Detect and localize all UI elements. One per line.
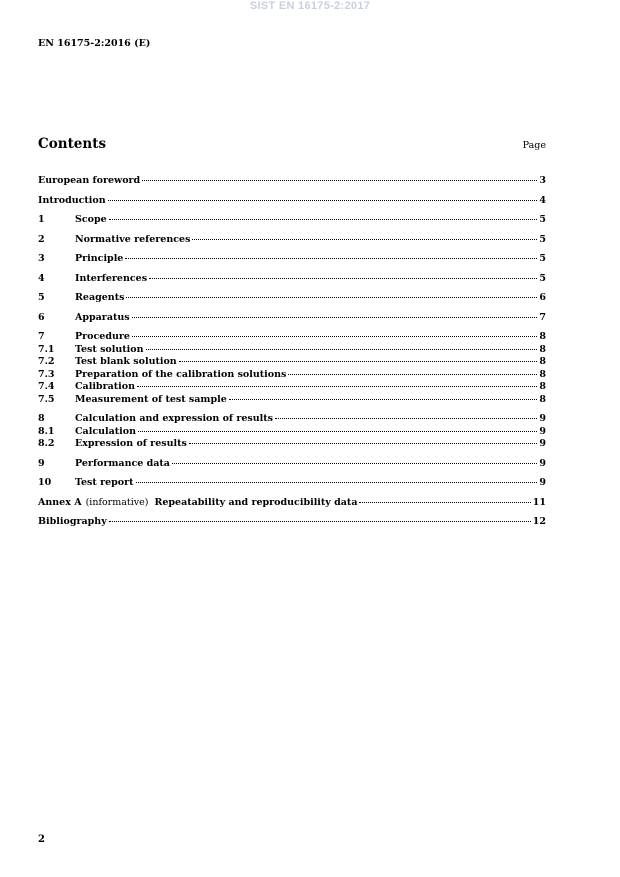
dot-leader bbox=[138, 430, 537, 432]
toc-entry-title: Test solution bbox=[75, 343, 144, 355]
toc-entry-title: Measurement of test sample bbox=[75, 393, 227, 405]
toc-entry-title: Reagents bbox=[75, 292, 125, 303]
toc-entry-page: 8 bbox=[539, 381, 546, 392]
dot-leader bbox=[229, 398, 538, 400]
toc-entry-annex[interactable] bbox=[38, 497, 546, 510]
toc-entry-title: Bibliography bbox=[38, 516, 107, 527]
toc-entry[interactable] bbox=[38, 413, 546, 426]
toc-entry[interactable] bbox=[38, 344, 546, 357]
toc-entry[interactable] bbox=[38, 214, 546, 227]
toc-entry-number: 7.1 bbox=[38, 343, 55, 355]
toc-entry[interactable] bbox=[38, 477, 546, 490]
toc-entry-page: 9 bbox=[539, 477, 546, 488]
toc-entry-page: 9 bbox=[539, 438, 546, 449]
dot-leader bbox=[132, 335, 537, 337]
toc-entry-page: 8 bbox=[539, 356, 546, 367]
toc-entry-title: Introduction bbox=[38, 194, 106, 206]
page-title: Contents bbox=[38, 136, 107, 152]
toc-entry[interactable] bbox=[38, 458, 546, 471]
dot-leader bbox=[108, 199, 538, 201]
toc-entry-page: 8 bbox=[539, 393, 546, 405]
toc-entry-number: 9 bbox=[38, 457, 45, 469]
toc-entry[interactable] bbox=[38, 356, 546, 369]
dot-leader bbox=[275, 417, 537, 419]
dot-leader bbox=[109, 218, 538, 220]
toc-entry-title: Normative references bbox=[75, 233, 191, 245]
toc-entry-page: 8 bbox=[539, 331, 546, 342]
dot-leader bbox=[136, 481, 538, 483]
toc-entry-title: Procedure bbox=[75, 331, 130, 342]
toc-annex-qualifier-text: (informative) bbox=[85, 496, 149, 508]
toc-entry[interactable] bbox=[38, 331, 546, 344]
toc-entry-page: 9 bbox=[539, 425, 546, 437]
toc-entry-number: 7 bbox=[38, 331, 45, 342]
dot-leader bbox=[179, 360, 538, 362]
toc-entry-number: 1 bbox=[38, 214, 45, 225]
toc-entry-page: 5 bbox=[539, 214, 546, 225]
toc-entry-title: Interferences bbox=[75, 272, 148, 284]
toc-entry-title: Performance data bbox=[75, 457, 170, 469]
toc-entry-page: 8 bbox=[539, 343, 546, 355]
toc-annex-title: Repeatability and reproducibility data bbox=[154, 496, 358, 508]
toc-entry-title: Calculation bbox=[75, 425, 137, 437]
toc-entry-title: Calculation and expression of results bbox=[75, 413, 273, 424]
toc-entry-title: Principle bbox=[75, 253, 124, 264]
toc-entry-number: 7.2 bbox=[38, 356, 55, 367]
dot-leader bbox=[109, 520, 531, 522]
toc-entry[interactable] bbox=[38, 292, 546, 305]
toc-entry-page: 8 bbox=[539, 368, 546, 380]
toc-entry[interactable] bbox=[38, 195, 546, 208]
dot-leader bbox=[142, 179, 537, 181]
toc-entry[interactable] bbox=[38, 273, 546, 286]
dot-leader bbox=[149, 277, 537, 279]
toc-entry-bibliography[interactable] bbox=[38, 516, 546, 529]
toc-annex-label: Annex A bbox=[38, 496, 82, 508]
dot-leader bbox=[189, 442, 538, 444]
toc-entry-number: 8 bbox=[38, 413, 45, 424]
toc-entry-number: 2 bbox=[38, 233, 45, 245]
toc-entry-title: Preparation of the calibration solutions bbox=[75, 368, 287, 380]
toc-entry-page: 5 bbox=[539, 272, 546, 284]
page-column-header: Page bbox=[522, 140, 546, 151]
dot-leader bbox=[137, 385, 537, 387]
toc-entry-page: 9 bbox=[539, 413, 546, 424]
toc-entry-page: 9 bbox=[539, 457, 546, 469]
dot-leader bbox=[132, 316, 538, 318]
toc-entry-title: European foreword bbox=[38, 175, 141, 186]
toc-entry[interactable] bbox=[38, 426, 546, 439]
toc-entry-page: 12 bbox=[532, 516, 546, 527]
document-id: EN 16175-2:2016 (E) bbox=[38, 38, 151, 49]
toc-entry-title: Expression of results bbox=[75, 438, 187, 449]
toc-entry-page: 4 bbox=[539, 194, 546, 206]
toc-entry[interactable] bbox=[38, 394, 546, 407]
toc-entry-number: 3 bbox=[38, 253, 45, 264]
toc-entry-title: Apparatus bbox=[75, 311, 130, 323]
toc-entry[interactable] bbox=[38, 312, 546, 325]
dot-leader bbox=[192, 238, 537, 240]
toc-entry-title: Test blank solution bbox=[75, 356, 177, 367]
toc-entry-page: 6 bbox=[539, 292, 546, 303]
toc-entry-number: 8.1 bbox=[38, 425, 55, 437]
toc-entry-page: 11 bbox=[532, 496, 546, 508]
watermark: SIST EN 16175-2:2017 bbox=[249, 0, 371, 12]
dot-leader bbox=[125, 257, 537, 259]
toc-entry-number: 6 bbox=[38, 311, 45, 323]
toc-entry[interactable] bbox=[38, 253, 546, 266]
toc-entry[interactable] bbox=[38, 175, 546, 188]
toc-entry-title: Scope bbox=[75, 214, 107, 225]
toc-entry[interactable] bbox=[38, 369, 546, 382]
dot-leader bbox=[172, 462, 537, 464]
toc-entry-number: 7.5 bbox=[38, 393, 55, 405]
toc-entry-number: 8.2 bbox=[38, 438, 55, 449]
toc-entry[interactable] bbox=[38, 381, 546, 394]
table-of-contents bbox=[38, 175, 546, 529]
dot-leader bbox=[146, 348, 538, 350]
toc-entry-number: 4 bbox=[38, 272, 45, 284]
toc-entry-number: 7.3 bbox=[38, 368, 55, 380]
toc-entry-title: Test report bbox=[75, 477, 134, 488]
toc-entry-title: Calibration bbox=[75, 381, 135, 392]
toc-entry-number: 7.4 bbox=[38, 381, 55, 392]
toc-entry[interactable] bbox=[38, 234, 546, 247]
dot-leader bbox=[288, 373, 537, 375]
page-number: 2 bbox=[38, 834, 45, 845]
toc-entry-page: 7 bbox=[539, 311, 546, 323]
dot-leader bbox=[359, 501, 530, 503]
toc-entry-page: 3 bbox=[539, 175, 546, 186]
toc-entry-page: 5 bbox=[539, 233, 546, 245]
toc-entry[interactable] bbox=[38, 438, 546, 451]
toc-entry-number: 10 bbox=[38, 477, 52, 488]
toc-entry-page: 5 bbox=[539, 253, 546, 264]
dot-leader bbox=[126, 296, 537, 298]
toc-annex-qualifier bbox=[86, 497, 149, 510]
toc-entry-number: 5 bbox=[38, 292, 45, 303]
